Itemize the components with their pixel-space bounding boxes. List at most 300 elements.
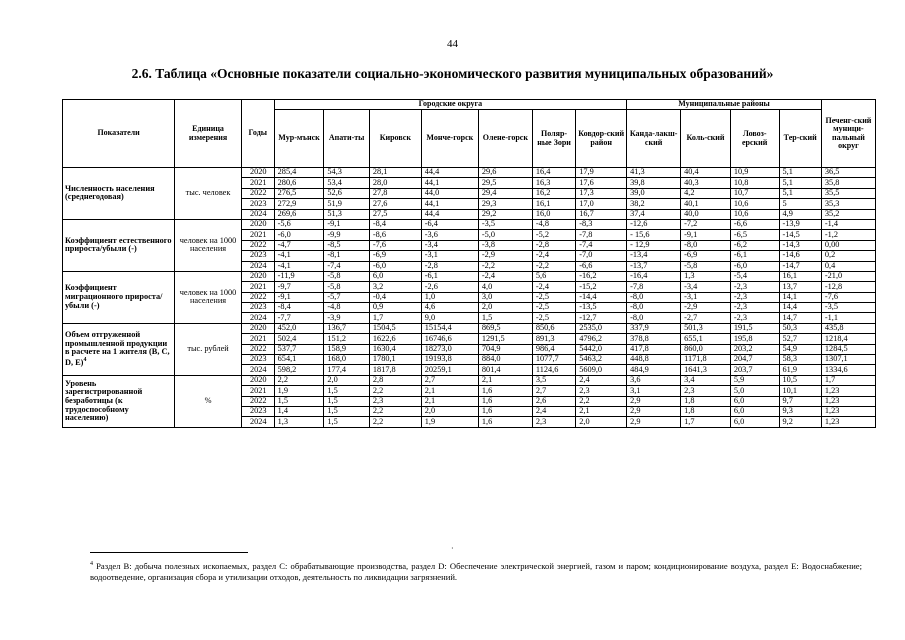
value-cell: 5,0	[730, 386, 779, 396]
value-cell: 16,1	[532, 199, 575, 209]
value-cell: -9,1	[324, 219, 370, 229]
value-cell: 195,8	[730, 334, 779, 344]
value-cell: 16,2	[532, 188, 575, 198]
unit-cell: тыс. рублей	[175, 323, 242, 375]
value-cell: 1,6	[478, 396, 532, 406]
year-cell: 2022	[241, 240, 274, 250]
value-cell: 2,0	[324, 375, 370, 385]
indicator-label: Уровень зарегистрированной безработицы (к трудоспособному населению)	[65, 378, 143, 423]
value-cell: 29,5	[478, 178, 532, 188]
value-cell: 54,3	[324, 168, 370, 178]
header-col-city: Ковдор-ский район	[576, 110, 627, 168]
unit-cell: человек на 1000 населения	[175, 219, 242, 271]
value-cell: 37,4	[627, 209, 681, 219]
value-cell: 1,23	[821, 417, 875, 427]
value-cell: -2,2	[478, 261, 532, 271]
year-cell: 2020	[241, 168, 274, 178]
header-col-city: Олене-горск	[478, 110, 532, 168]
value-cell: -8,0	[681, 240, 731, 250]
value-cell: 435,8	[821, 323, 875, 333]
value-cell: -8,5	[324, 240, 370, 250]
value-cell: 10,5	[779, 375, 821, 385]
value-cell: -3,1	[421, 251, 478, 261]
value-cell: 2,3	[576, 386, 627, 396]
value-cell: 1,7	[821, 375, 875, 385]
value-cell: -3,4	[421, 240, 478, 250]
value-cell: 337,9	[627, 323, 681, 333]
value-cell: 16,7	[576, 209, 627, 219]
indicator-cell	[63, 271, 175, 323]
value-cell: 891,3	[532, 334, 575, 344]
value-cell: 1817,8	[369, 365, 421, 375]
value-cell: -2,5	[532, 303, 575, 313]
value-cell: 3,4	[681, 375, 731, 385]
value-cell: 16,3	[532, 178, 575, 188]
value-cell: 10,7	[730, 188, 779, 198]
value-cell: 35,8	[821, 178, 875, 188]
value-cell: -6,9	[369, 251, 421, 261]
value-cell: 502,4	[274, 334, 324, 344]
value-cell: -2,6	[421, 282, 478, 292]
value-cell: 2,2	[369, 386, 421, 396]
value-cell: -12,8	[821, 282, 875, 292]
value-cell: 1334,6	[821, 365, 875, 375]
value-cell: 158,9	[324, 344, 370, 354]
decorative-dot: ·	[451, 544, 454, 553]
value-cell: -2,5	[532, 313, 575, 323]
value-cell: 39,0	[627, 188, 681, 198]
value-cell: 0,9	[369, 303, 421, 313]
value-cell: 1,6	[478, 417, 532, 427]
value-cell: -2,3	[730, 313, 779, 323]
value-cell: 1218,4	[821, 334, 875, 344]
year-cell: 2022	[241, 344, 274, 354]
value-cell: 1,5	[274, 396, 324, 406]
value-cell: -12,7	[576, 313, 627, 323]
value-cell: -2,8	[421, 261, 478, 271]
value-cell: 704,9	[478, 344, 532, 354]
value-cell: -6,0	[369, 261, 421, 271]
value-cell: -6,1	[730, 251, 779, 261]
value-cell: 2,0	[478, 303, 532, 313]
value-cell: 484,9	[627, 365, 681, 375]
value-cell: -5,0	[478, 230, 532, 240]
value-cell: -15,2	[576, 282, 627, 292]
value-cell: 1,5	[324, 386, 370, 396]
value-cell: 28,0	[369, 178, 421, 188]
value-cell: -7,7	[274, 313, 324, 323]
value-cell: 29,4	[478, 188, 532, 198]
header-col-city: Апати-ты	[324, 110, 370, 168]
value-cell: 1,3	[681, 271, 731, 281]
value-cell: 2,1	[421, 396, 478, 406]
value-cell: 9,2	[779, 417, 821, 427]
value-cell: 4,6	[421, 303, 478, 313]
value-cell: -9,7	[274, 282, 324, 292]
year-cell: 2021	[241, 386, 274, 396]
value-cell: 14,4	[779, 303, 821, 313]
header-col-city: Мур-мънск	[274, 110, 324, 168]
value-cell: -13,9	[779, 219, 821, 229]
value-cell: 1,9	[274, 386, 324, 396]
value-cell: 10,8	[730, 178, 779, 188]
value-cell: 14,1	[779, 292, 821, 302]
value-cell: 35,3	[821, 199, 875, 209]
header-indicator: Показатели	[63, 100, 175, 168]
value-cell: -7,6	[369, 240, 421, 250]
header-group-district: Муниципальные районы	[627, 100, 822, 110]
year-cell: 2024	[241, 417, 274, 427]
value-cell: 1,8	[681, 396, 731, 406]
value-cell: 44,4	[421, 209, 478, 219]
value-cell: 5,6	[532, 271, 575, 281]
value-cell: 0,2	[821, 251, 875, 261]
value-cell: 28,1	[369, 168, 421, 178]
value-cell: 2,3	[369, 396, 421, 406]
year-cell: 2021	[241, 230, 274, 240]
value-cell: -2,7	[681, 313, 731, 323]
indicator-cell	[63, 168, 175, 220]
year-cell: 2020	[241, 323, 274, 333]
value-cell: 5442,0	[576, 344, 627, 354]
value-cell: 850,6	[532, 323, 575, 333]
table-row	[63, 375, 876, 385]
value-cell: -6,4	[421, 219, 478, 229]
value-cell: 3,2	[369, 282, 421, 292]
indicator-cell	[63, 375, 175, 427]
value-cell: 1,23	[821, 386, 875, 396]
value-cell: 13,7	[779, 282, 821, 292]
value-cell: 17,3	[576, 188, 627, 198]
value-cell: 869,5	[478, 323, 532, 333]
value-cell: 40,3	[681, 178, 731, 188]
year-cell: 2024	[241, 261, 274, 271]
header-unit: Единица измерения	[175, 100, 242, 168]
value-cell: -9,1	[681, 230, 731, 240]
value-cell: 9,0	[421, 313, 478, 323]
value-cell: -0,4	[369, 292, 421, 302]
value-cell: -14,5	[779, 230, 821, 240]
value-cell: 1,5	[324, 406, 370, 416]
value-cell: 17,0	[576, 199, 627, 209]
value-cell: 1124,6	[532, 365, 575, 375]
value-cell: 10,9	[730, 168, 779, 178]
value-cell: 2,6	[532, 396, 575, 406]
value-cell: -14,3	[779, 240, 821, 250]
year-cell: 2024	[241, 313, 274, 323]
value-cell: 6,0	[369, 271, 421, 281]
value-cell: 269,6	[274, 209, 324, 219]
value-cell: 1,8	[681, 406, 731, 416]
value-cell: 5,1	[779, 178, 821, 188]
value-cell: 9,7	[779, 396, 821, 406]
value-cell: -2,3	[730, 292, 779, 302]
year-cell: 2022	[241, 292, 274, 302]
header-col-city: Кировск	[369, 110, 421, 168]
value-cell: -9,9	[324, 230, 370, 240]
value-cell: 36,5	[821, 168, 875, 178]
value-cell: 2,1	[576, 406, 627, 416]
value-cell: 16,0	[532, 209, 575, 219]
value-cell: 378,8	[627, 334, 681, 344]
value-cell: -13,4	[627, 251, 681, 261]
value-cell: 501,3	[681, 323, 731, 333]
value-cell: 1,7	[681, 417, 731, 427]
value-cell: -4,8	[324, 303, 370, 313]
value-cell: -4,7	[274, 240, 324, 250]
value-cell: 40,0	[681, 209, 731, 219]
table-row	[63, 271, 876, 281]
value-cell: 1,6	[478, 406, 532, 416]
value-cell: -4,1	[274, 251, 324, 261]
table-row	[63, 323, 876, 333]
value-cell: 986,4	[532, 344, 575, 354]
value-cell: -9,1	[274, 292, 324, 302]
page-number: 44	[447, 38, 458, 50]
value-cell: 10,6	[730, 209, 779, 219]
header-col-district: Канда-лакш-ский	[627, 110, 681, 168]
value-cell: -13,5	[576, 303, 627, 313]
value-cell: 598,2	[274, 365, 324, 375]
value-cell: 29,3	[478, 199, 532, 209]
value-cell: -14,6	[779, 251, 821, 261]
value-cell: 1,6	[478, 386, 532, 396]
value-cell: 2,2	[369, 417, 421, 427]
year-cell: 2020	[241, 219, 274, 229]
value-cell: 1,3	[274, 417, 324, 427]
value-cell: 1504,5	[369, 323, 421, 333]
header-col-city: Поляр-ные Зори	[532, 110, 575, 168]
value-cell: -5,8	[324, 282, 370, 292]
value-cell: 654,1	[274, 355, 324, 365]
value-cell: 9,3	[779, 406, 821, 416]
value-cell: 17,9	[576, 168, 627, 178]
value-cell: 3,5	[532, 375, 575, 385]
value-cell: 18273,0	[421, 344, 478, 354]
footnote-text: Раздел B: добыча полезных ископаемых, раздел C: обрабатывающие производства, раздел D: Обеспечение электрической энергией, газом и паром; кондиционирование воздуха, раздел E: Водоснабжение; водоотведение, организация сбора и утилизации отходов, деятельность по ликвидации загрязнений.	[90, 560, 862, 583]
value-cell: 14,7	[779, 313, 821, 323]
value-cell: 6,0	[730, 417, 779, 427]
value-cell: -6,0	[730, 261, 779, 271]
value-cell: 151,2	[324, 334, 370, 344]
value-cell: 40,1	[681, 199, 731, 209]
year-cell: 2020	[241, 375, 274, 385]
value-cell: 884,0	[478, 355, 532, 365]
value-cell: 1077,7	[532, 355, 575, 365]
value-cell: -5,7	[324, 292, 370, 302]
value-cell: 52,6	[324, 188, 370, 198]
unit-cell: человек на 1000 населения	[175, 271, 242, 323]
value-cell: -21,0	[821, 271, 875, 281]
value-cell: 0,00	[821, 240, 875, 250]
year-cell: 2023	[241, 199, 274, 209]
value-cell: 16746,6	[421, 334, 478, 344]
value-cell: -2,4	[532, 282, 575, 292]
year-cell: 2023	[241, 251, 274, 261]
value-cell: 50,3	[779, 323, 821, 333]
value-cell: -3,9	[324, 313, 370, 323]
value-cell: 1,5	[324, 396, 370, 406]
value-cell: 1307,1	[821, 355, 875, 365]
value-cell: -7,8	[627, 282, 681, 292]
indicator-label: Объем отгруженной промышленной продукции в расчете на 1 жителя (B, C, D, E)	[65, 330, 170, 367]
value-cell: 2,1	[478, 375, 532, 385]
table-body	[63, 168, 876, 428]
value-cell: 452,0	[274, 323, 324, 333]
value-cell: 1,4	[274, 406, 324, 416]
value-cell: -3,6	[421, 230, 478, 240]
indicator-footnote-marker: 4	[83, 357, 87, 364]
value-cell: 20259,1	[421, 365, 478, 375]
value-cell: 4,9	[779, 209, 821, 219]
value-cell: 1,7	[369, 313, 421, 323]
value-cell: 6,0	[730, 396, 779, 406]
value-cell: 280,6	[274, 178, 324, 188]
value-cell: -11,9	[274, 271, 324, 281]
value-cell: -2,8	[532, 240, 575, 250]
value-cell: 5,1	[779, 188, 821, 198]
indicator-label: Коэффициент естественного прироста/убыли (-)	[65, 235, 172, 254]
value-cell: - 12,9	[627, 240, 681, 250]
value-cell: 35,5	[821, 188, 875, 198]
value-cell: -7,6	[821, 292, 875, 302]
value-cell: -7,4	[324, 261, 370, 271]
value-cell: 1291,5	[478, 334, 532, 344]
value-cell: -8,0	[627, 313, 681, 323]
value-cell: -1,2	[821, 230, 875, 240]
value-cell: 168,0	[324, 355, 370, 365]
year-cell: 2024	[241, 209, 274, 219]
value-cell: -6,9	[681, 251, 731, 261]
value-cell: -16,4	[627, 271, 681, 281]
value-cell: 1630,4	[369, 344, 421, 354]
table-row	[63, 168, 876, 178]
value-cell: 2,9	[627, 406, 681, 416]
value-cell: 35,2	[821, 209, 875, 219]
value-cell: -7,2	[681, 219, 731, 229]
value-cell: -2,4	[478, 271, 532, 281]
value-cell: 6,0	[730, 406, 779, 416]
value-cell: -2,2	[532, 261, 575, 271]
value-cell: -8,3	[576, 219, 627, 229]
value-cell: 19193,8	[421, 355, 478, 365]
value-cell: 2,9	[627, 417, 681, 427]
header-year: Годы	[241, 100, 274, 168]
value-cell: 51,9	[324, 199, 370, 209]
value-cell: 2,3	[681, 386, 731, 396]
value-cell: 27,8	[369, 188, 421, 198]
value-cell: -14,7	[779, 261, 821, 271]
value-cell: -5,6	[274, 219, 324, 229]
value-cell: 44,0	[421, 188, 478, 198]
header-group-city: Городские округа	[274, 100, 626, 110]
value-cell: 5609,0	[576, 365, 627, 375]
value-cell: -2,4	[532, 251, 575, 261]
value-cell: 2,2	[369, 406, 421, 416]
indicator-cell	[63, 323, 175, 375]
value-cell: 2535,0	[576, 323, 627, 333]
value-cell: 3,1	[627, 386, 681, 396]
value-cell: 2,4	[532, 406, 575, 416]
value-cell: 16,1	[779, 271, 821, 281]
value-cell: 1,9	[421, 417, 478, 427]
year-cell: 2024	[241, 365, 274, 375]
value-cell: -6,6	[730, 219, 779, 229]
value-cell: 1,5	[478, 313, 532, 323]
year-cell: 2021	[241, 334, 274, 344]
value-cell: 10,1	[779, 386, 821, 396]
value-cell: 40,4	[681, 168, 731, 178]
value-cell: -5,2	[532, 230, 575, 240]
value-cell: -5,8	[681, 261, 731, 271]
footnote-divider	[90, 552, 248, 553]
value-cell: 204,7	[730, 355, 779, 365]
year-cell: 2021	[241, 178, 274, 188]
value-cell: -8,6	[369, 230, 421, 240]
value-cell: 3,0	[478, 292, 532, 302]
page-title: 2.6. Таблица «Основные показатели социально-экономического развития муниципальных образований»	[131, 66, 774, 81]
value-cell: 801,4	[478, 365, 532, 375]
value-cell: -14,4	[576, 292, 627, 302]
value-cell: 2,2	[274, 375, 324, 385]
table-header	[63, 100, 876, 168]
value-cell: 285,4	[274, 168, 324, 178]
value-cell: -2,5	[532, 292, 575, 302]
indicator-label: Коэффициент миграционного прироста/убыли (-)	[65, 283, 163, 310]
value-cell: 2,0	[576, 417, 627, 427]
value-cell: 15154,4	[421, 323, 478, 333]
header-col-district: Тер-ский	[779, 110, 821, 168]
value-cell: 16,4	[532, 168, 575, 178]
value-cell: 44,4	[421, 168, 478, 178]
value-cell: -3,5	[478, 219, 532, 229]
value-cell: 29,2	[478, 209, 532, 219]
header-col-pechenga: Печенг-ский муници-пальный округ	[821, 100, 875, 168]
value-cell: -2,9	[681, 303, 731, 313]
value-cell: 272,9	[274, 199, 324, 209]
value-cell: 58,3	[779, 355, 821, 365]
value-cell: -1,4	[821, 219, 875, 229]
value-cell: -6,2	[730, 240, 779, 250]
value-cell: 51,3	[324, 209, 370, 219]
value-cell: - 15,6	[627, 230, 681, 240]
value-cell: -6,1	[421, 271, 478, 281]
value-cell: 5	[779, 199, 821, 209]
footnote	[90, 560, 862, 584]
value-cell: -5,8	[324, 271, 370, 281]
value-cell: 44,1	[421, 178, 478, 188]
value-cell: 2,3	[532, 417, 575, 427]
value-cell: -7,8	[576, 230, 627, 240]
value-cell: -4,8	[532, 219, 575, 229]
header-col-city: Монче-горск	[421, 110, 478, 168]
value-cell: 1,23	[821, 406, 875, 416]
value-cell: 177,4	[324, 365, 370, 375]
value-cell: -13,7	[627, 261, 681, 271]
value-cell: 39,8	[627, 178, 681, 188]
value-cell: 1,5	[324, 417, 370, 427]
value-cell: -3,4	[681, 282, 731, 292]
value-cell: -3,5	[821, 303, 875, 313]
value-cell: 0,4	[821, 261, 875, 271]
value-cell: 4796,2	[576, 334, 627, 344]
value-cell: 52,7	[779, 334, 821, 344]
value-cell: -6,5	[730, 230, 779, 240]
value-cell: 2,7	[421, 375, 478, 385]
value-cell: 1622,6	[369, 334, 421, 344]
value-cell: 10,6	[730, 199, 779, 209]
year-cell: 2022	[241, 396, 274, 406]
